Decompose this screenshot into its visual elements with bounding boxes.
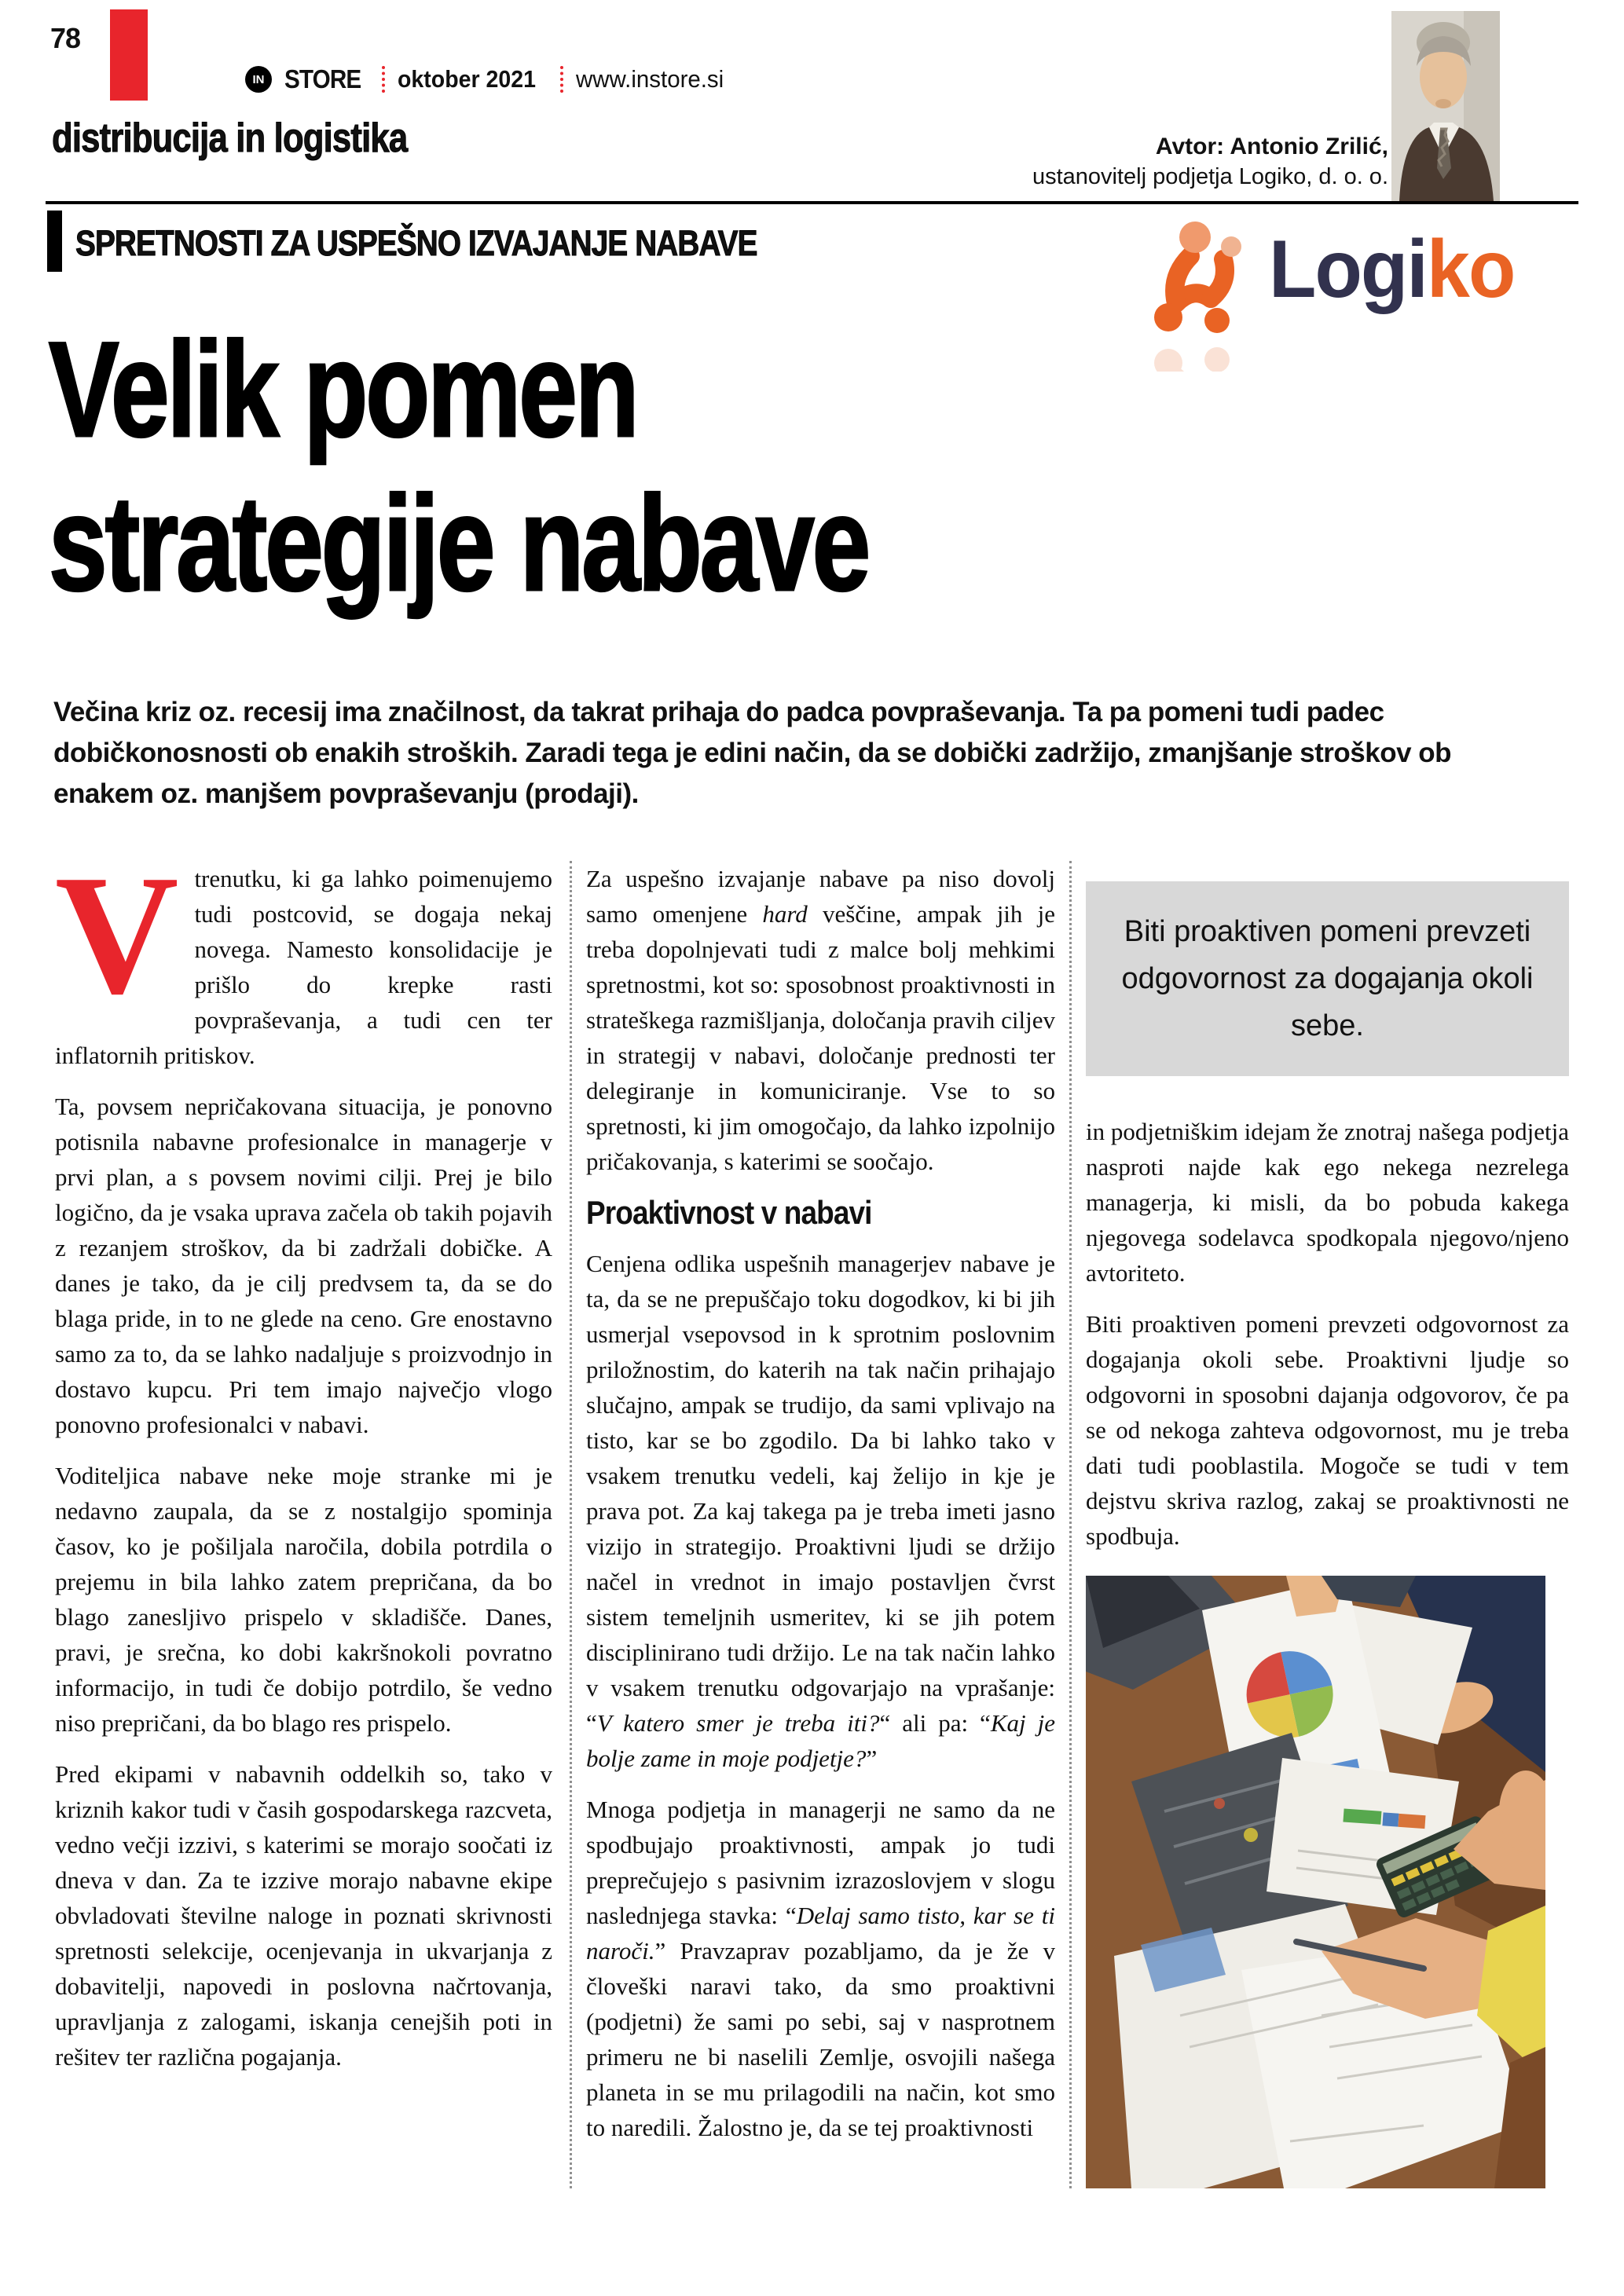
body-paragraph: Ta, povsem nepričakovana situacija, je ponovno potisnila nabavne profesionalce in managerje v prvi plan, a s povsem novimi cilji. Prej je bilo logično, da je vsaka uprava začela ob takih pojavih z rezanjem stroškov, da bi zadržali dobičke. A danes je tako, da je cilj predvsem ta, da se do blaga pride, in to ne glede na ceno. Gre enostavno samo za to, da se lahko nadaljuje s proizvodnjo in dostavo kupcu. Pri tem imajo največjo vlogo ponovno profesionalci v nabavi.	[55, 1093, 552, 1438]
body-paragraph: in podjetniškim idejam že znotraj našega podjetja nasproti najde kak ego nekega nezrelega managerja, ki misli, da bo pobuda kakega njegovega sodelavca spodkopala njegovo/njeno avtoriteto.	[1086, 1118, 1569, 1287]
article-title-line1: Velik pomen	[49, 314, 637, 465]
column-2	[570, 861, 1069, 2188]
page-number: 78	[50, 22, 81, 54]
instore-circle-logo-icon: IN	[245, 66, 272, 93]
column-1	[55, 840, 570, 2188]
column-3	[1069, 861, 1569, 2188]
author-name: Avtor: Antonio Zrilić,	[1155, 134, 1388, 159]
body-paragraph	[55, 840, 552, 1073]
logiko-wordmark-dark: Logi	[1269, 224, 1427, 315]
body-paragraph: Pred ekipami v nabavnih oddelkih so, tako v kriznih kakor tudi v časih gospodarskega razcveta, vedno večji izzivi, s katerimi se morajo soočati iz dneva v dan. Za te izzive morajo nabavne ekipe obvladovati številne naloge in poznati skrivnosti spretnosti selekcije, ocenjevanja in ukvarjanja z dobavitelji, napovedi in poslovna načrtovanja, upravljanja z zalogami, iskanja cenejših poti in rešitev ter različna pogajanja.	[55, 1760, 552, 2071]
author-photo	[1391, 11, 1500, 201]
masthead-red-block	[110, 9, 148, 101]
drop-cap: V	[55, 840, 179, 1030]
article-lead: Večina kriz oz. recesij ima značilnost, da takrat prihaja do padca povpraševanja. Ta pa pomeni tudi padec dobičkonosnosti ob enakih stroških. Zaradi tega je edini način, da se dobički zadržijo, zmanjšanje stroškov ob enakem oz. manjšem povpraševanju (prodaji).	[53, 697, 1452, 809]
body-paragraph: Biti proaktiven pomeni prevzeti odgovornost za dogajanja okoli sebe. Proaktivni ljudje so odgovorni in sposobni dajanja odgovorov, če pa se od nekoga zahteva odgovornost, mu je treba dati tudi pooblastila. Mogoče se tudi v tem dejstvu skriva razlog, zakaj se proaktivnosti ne spodbuja.	[1086, 1310, 1569, 1550]
article-title-line2: strategije nabave	[49, 468, 869, 619]
author-role: ustanovitelj podjetja Logiko, d. o. o.	[1032, 164, 1388, 189]
instore-logo-text: STORE	[284, 64, 361, 93]
body-paragraph: Mnoga podjetja in managerji ne samo da ne spodbujajo proaktivnosti, ampak jo tudi preprečujejo s pasivnim izrazoslovjem v slogu naslednjega stavka: “Delaj samo tisto, kar se ti naroči.” Pravzaprav pozabljamo, da je že v človeški naravi tako, da smo proaktivni (podjetni) že sami po sebi, saj v nasprotnem primeru ne bi naselili Zemlje, osvojili našega planeta in se mu prilagodili na način, kot smo to naredili. Žalostno je, da se tej proaktivnosti	[586, 1796, 1055, 2141]
kicker: SPRETNOSTI ZA USPEŠNO IZVAJANJE NABAVE	[75, 223, 757, 263]
logiko-wordmark-orange: ko	[1426, 224, 1515, 315]
body-paragraph: Za uspešno izvajanje nabave pa niso dovolj samo omenjene hard veščine, ampak jih je treba dopolnjevati tudi z malce bolj mehkimi spretnostmi, kot so: sposobnost proaktivnosti in strateškega razmišljanja, določanja pravih ciljev in strategij v nabavi, določanje prednosti ter delegiranje in komuniciranje. Vse to so spretnosti, ki jim omogočajo, da lahko izpolnijo pričakovanja, s katerimi se soočajo.	[586, 865, 1055, 1175]
paragraph-text: trenutku, ki ga lahko poimenujemo tudi postcovid, se dogaja nekaj novega. Namesto konsolidacije je prišlo do krepke rasti povpraševanja, a tudi cen ter inflatornih pritiskov.	[55, 865, 552, 1069]
body-paragraph: Cenjena odlika uspešnih managerjev nabave je ta, da se ne prepuščajo toku dogodkov, ki bi jih usmerjal vsepovsod in k sprotnim poslovnim priložnostim, do katerih na tak način prihajajo slučajno, ampak se trudijo, da sami vplivajo na tisto, kar se bo zgodilo. Da bi lahko tako v vsakem trenutku vedeli, kaj želijo in kje je prava pot. Za kaj takega pa je treba imeti jasno vizijo in strategijo. Proaktivni ljudi se držijo načel in vrednot in imajo postavljen čvrst sistem temeljnih usmeritev, ki se jih potem disciplinirano tudi držijo. Le na tak način lahko v vsakem trenutku odgovarjajo na vprašanje: “V katero smer je treba iti?“ ali pa: “Kaj je bolje zame in moje podjetje?”	[586, 1250, 1055, 1772]
meeting-photo	[1086, 1576, 1545, 2188]
subheading: Proaktivnost v nabavi	[586, 1194, 872, 1231]
masthead	[245, 64, 731, 94]
header-rule	[46, 201, 1578, 204]
website-url: www.instore.si	[576, 65, 724, 93]
logiko-wordmark	[1269, 211, 1514, 328]
masthead-divider	[560, 66, 563, 93]
author-block	[1032, 132, 1388, 192]
masthead-divider	[382, 66, 385, 93]
article-columns	[55, 840, 1569, 2188]
section-title: distribucija in logistika	[52, 115, 408, 161]
logiko-logo	[1135, 211, 1575, 375]
logiko-logo-icon	[1135, 211, 1269, 372]
article-title	[49, 313, 1099, 621]
body-paragraph: Voditeljica nabave neke moje stranke mi je nedavno zaupala, da se z nostalgijo spominja časov, ko je pošiljala naročila, dobila potrdila o prejemu in bila lahko zatem prepričana, da bo blago zanesljivo prispelo v skladišče. Danes, pravi, je srečna, ko dobi kakršnokoli povratno informacijo, in tudi če dobijo potrdilo, še vedno niso prepričani, da bo blago res prispelo.	[55, 1462, 552, 1737]
pull-quote-box: Biti proaktiven pomeni prevzeti odgovornost za dogajanja okoli sebe.	[1086, 881, 1569, 1076]
issue-date: oktober 2021	[398, 65, 537, 93]
kicker-bar	[47, 211, 62, 272]
